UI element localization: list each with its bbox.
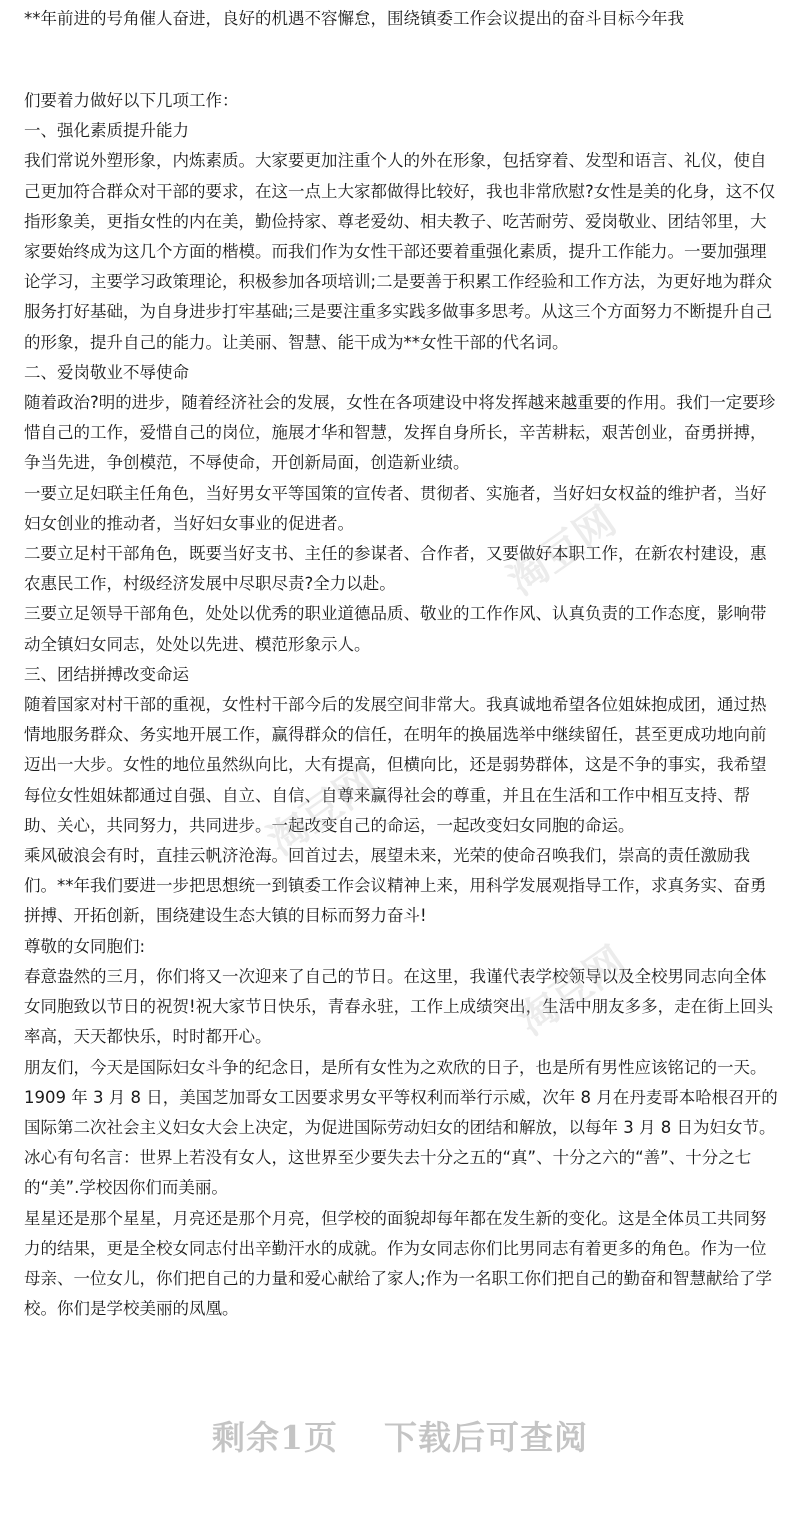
paragraph: 星星还是那个星星，月亮还是那个月亮，但学校的面貌却每年都在发生新的变化。这是全体员工共同努力的结果，更是全校女同志付出辛勤汗水的成就。作为女同志你们比男同志有着更多的角色。作为一位母亲、一位女儿，你们把自己的力量和爱心献给了家人;作为一名职工你们把自己的勤奋和智慧献给了学校。你们是学校美丽的凤凰。 <box>24 1208 773 1319</box>
download-hint-label: 下载后可查阅 <box>383 1418 588 1457</box>
paragraph: 二要立足村干部角色，既要当好支书、主任的参谋者、合作者，又要做好本职工作，在新农村建设，惠农惠民工作，村级经济发展中尽职尽责?全力以赴。 <box>24 544 767 594</box>
watermark-text: 淘豆网 <box>259 758 385 865</box>
paragraph: 随着国家对村干部的重视，女性村干部今后的发展空间非常大。我真诚地希望各位姐妹抱成团，通过热情地服务群众、务实地开展工作，赢得群众的信任，在明年的换届选举中继续留任，甚至更成功地向前迈出一大步。女性的地位虽然纵向比，大有提高，但横向比，还是弱势群体，这是不争的事实，我希望每位女性姐妹都通过自强、自立、自信、自尊来赢得社会的尊重，并且在生活和工作中相互支持、帮助、关心，共同努力，共同进步。一起改变自己的命运，一起改变妇女同胞的命运。 <box>24 695 767 835</box>
paragraph: 随着政治?明的进步，随着经济社会的发展，女性在各项建设中将发挥越来越重要的作用。我们一定要珍惜自己的工作，爱惜自己的岗位，施展才华和智慧，发挥自身所长，辛苦耕耘，艰苦创业，奋勇拼搏，争当先进，争创模范，不辱使命，开创新局面，创造新业绩。 <box>24 393 776 473</box>
section-heading: 三、团结拼搏改变命运 <box>24 664 189 684</box>
watermark-text: 淘豆网 <box>499 498 625 605</box>
section-heading: 二、爱岗敬业不辱使命 <box>24 362 189 382</box>
paragraph: 们要着力做好以下几项工作： <box>24 91 239 110</box>
paragraph: 冰心有句名言：世界上若没有女人，这世界至少要失去十分之五的“真”、十分之六的“善”、十分之七的“美”.学校因你们而美丽。 <box>24 1148 752 1198</box>
paragraph: 三要立足领导干部角色，处处以优秀的职业道德品质、敬业的工作作风、认真负责的工作态度，影响带动全镇妇女同志，处处以先进、模范形象示人。 <box>24 604 767 654</box>
paragraph: 朋友们，今天是国际妇女斗争的纪念日，是所有女性为之欢欣的日子，也是所有男性应该铭记的一天。1909 年 3 月 8 日，美国芝加哥女工因要求男女平等权利而举行示威，次年 8 月在丹麦哥本哈根召开的国际第二次社会主义妇女大会上决定，为促进国际劳动妇女的团结和解放，以每年 3 月 8 日为妇女节。 <box>24 1057 778 1137</box>
page-break-gap <box>24 34 780 86</box>
section-heading: 一、强化素质提升能力 <box>24 121 189 141</box>
document-top-line: **年前进的号角催人奋进，良好的机遇不容懈怠，围绕镇委工作会议提出的奋斗目标今年我 <box>24 9 684 28</box>
paragraph: 春意盎然的三月，你们将又一次迎来了自己的节日。在这里，我谨代表学校领导以及全校男同志向全体女同胞致以节日的祝贺!祝大家节日快乐，青春永驻，工作上成绩突出，生活中朋友多多，走在街上回头率高，天天都快乐，时时都开心。 <box>24 966 774 1047</box>
remaining-pages-label: 剩余1页 <box>212 1418 338 1457</box>
paragraph: 我们常说外塑形象，内炼素质。大家要更加注重个人的外在形象，包括穿着、发型和语言、礼仪，使自己更加符合群众对干部的要求，在这一点上大家都做得比较好，我也非常欣慰?女性是美的化身，这不仅指形象美，更指女性的内在美，勤俭持家、尊老爱幼、相夫教子、吃苦耐劳、爱岗敬业、团结邻里，大家要始终成为这几个方面的楷模。而我们作为女性干部还要着重强化素质，提升工作能力。一要加强理论学习，主要学习政策理论，积极参加各项培训;二是要善于积累工作经验和工作方法，为更好地为群众服务打好基础，为自身进步打牢基础;三是要注重多实践多做事多思考。从这三个方面努力不断提升自己的形象，提升自己的能力。让美丽、智慧、能干成为**女性干部的代名词。 <box>24 151 776 352</box>
watermark-text: 淘豆网 <box>509 938 635 1045</box>
paragraph: 乘风破浪会有时，直挂云帆济沧海。回首过去，展望未来，光荣的使命召唤我们，崇高的责任激励我们。**年我们要进一步把思想统一到镇委工作会议精神上来，用科学发展观指导工作，求真务实、奋勇拼搏、开拓创新，围绕建设生态大镇的目标而努力奋斗! <box>24 846 767 926</box>
paragraph: 一要立足妇联主任角色，当好男女平等国策的宣传者、贯彻者、实施者，当好妇女权益的维护者，当好妇女创业的推动者，当好妇女事业的促进者。 <box>24 483 767 533</box>
document-body <box>24 0 780 1324</box>
document-paragraphs <box>24 86 780 1324</box>
download-prompt[interactable] <box>0 1412 800 1459</box>
salutation: 尊敬的女同胞们: <box>24 936 146 956</box>
